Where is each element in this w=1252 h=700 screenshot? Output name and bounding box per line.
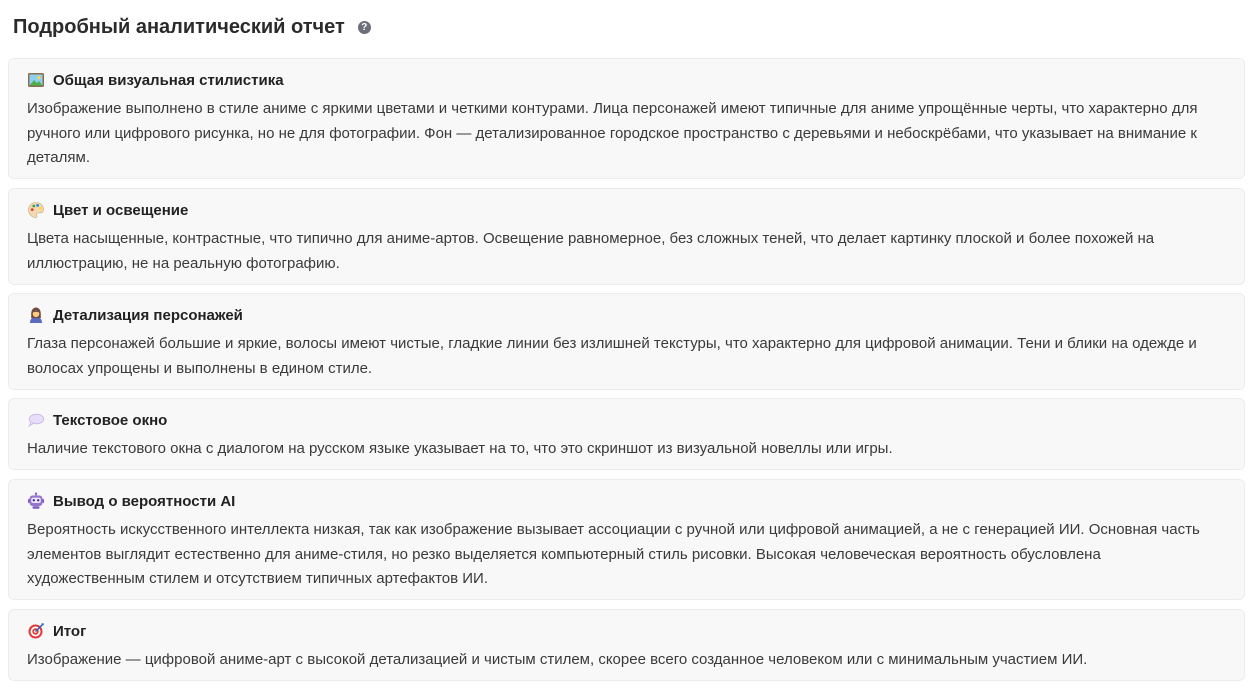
report-section-visual-style [8, 58, 1245, 179]
section-text: Цвета насыщенные, контрастные, что типично для аниме-артов. Освещение равномерное, без сложных теней, что делает картинку плоской и более похожей на иллюстрацию, не на реальную фотографию. [27, 230, 1155, 272]
report-section-text-window [8, 398, 1245, 470]
section-text: Наличие текстового окна с диалогом на русском языке указывает на то, что это скриншот из визуальной новеллы или игры. [27, 440, 893, 457]
question-circle-icon[interactable]: ? [358, 21, 371, 34]
report-section-ai-probability [8, 479, 1245, 600]
report-header [13, 14, 371, 40]
palette-icon [27, 201, 45, 219]
section-title: Общая визуальная стилистика [53, 71, 284, 89]
framed-picture-icon [27, 71, 45, 89]
section-title: Вывод о вероятности AI [53, 492, 236, 510]
section-title: Текстовое окно [53, 411, 168, 429]
page-title: Подробный аналитический отчет [13, 15, 345, 38]
report-section-color-lighting [8, 188, 1245, 285]
section-title: Цвет и освещение [53, 201, 189, 219]
report-section-character-detail [8, 293, 1245, 390]
speech-bubble-icon [27, 411, 45, 429]
section-text: Глаза персонажей большие и яркие, волосы имеют чистые, гладкие линии без излишней текстуры, что характерно для цифровой анимации. Тени и блики на одежде и волосах упрощены и выполнены в едином стиле. [27, 335, 1197, 377]
section-title: Итог [53, 622, 87, 640]
report-section-summary [8, 609, 1245, 681]
section-text: Изображение — цифровой аниме-арт с высокой детализацией и чистым стилем, скорее всего созданное человеком или с минимальным участием ИИ. [27, 651, 1088, 668]
person-icon [27, 306, 45, 324]
section-text: Изображение выполнено в стиле аниме с яркими цветами и четкими контурами. Лица персонажей имеют типичные для аниме упрощённые черты, что характерно для ручного или цифрового рисунка, но не для фотографии. Фон — детализированное городское пространство с деревьями и небоскрёбами, что указывает на внимание к деталям. [27, 100, 1198, 166]
section-text: Вероятность искусственного интеллекта низкая, так как изображение вызывает ассоциации с ручной или цифровой анимацией, а не с генерацией ИИ. Основная часть элементов выглядит естественно для аниме-стиля, но резко выделяется компьютерный стиль рисовки. Высокая человеческая вероятность обусловлена художественным стилем и отсутствием типичных артефактов ИИ. [27, 521, 1200, 587]
section-title: Детализация персонажей [53, 306, 243, 324]
target-icon [27, 622, 45, 640]
robot-icon [27, 492, 45, 510]
